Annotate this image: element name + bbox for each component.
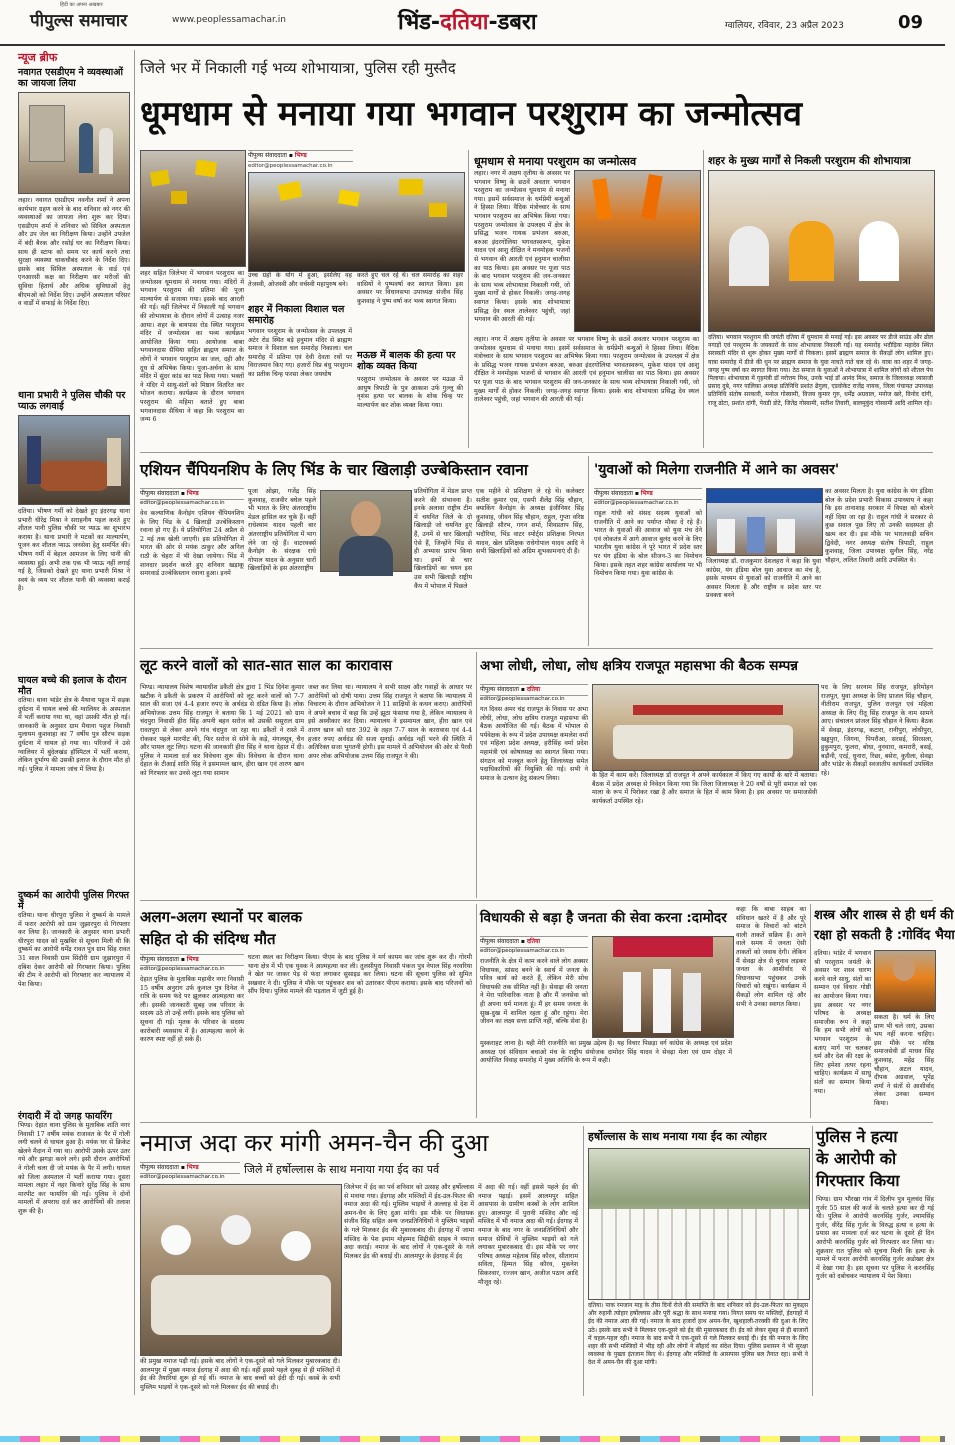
brief-headline-5: रंगदारी में दो जगह फायरिंग	[18, 1111, 112, 1122]
balak-text-col2: घटना स्थल का निरीक्षण किया। पीएम के बाद पुलिस ने मर्ग कायम कर जांच शुरू कर दी। गोरमी थाना क्षेत्र में भी एक युवक ने आत्महत्या कर ली। तुलसीपुरा निवासी पंकज पुत्र नेपाल सिंह नरवरिया ने खेत पर जाकर पेड़ से फंदा लगाकर सुसाइड कर लिया। घटना की सूचना पुलिस को सुमित सखवार ने दी। पुलिस ने मौके पर पहुंचकर शव को उतारकर पीएम कराया। इसके बाद परिजनों को सौंप दिया। पुलिस मामले की पड़ताल में जुटी हुई है।	[248, 954, 472, 996]
lead-text-col1: शहर सहित जिलेभर में भगवान परशुराम का जन्मोत्सव धूमधाम से मनाया गया। मंदिरों में भगवान परशुराम की प्रतिमा की पूजा माल्यार्पण से सजाया गया। इसके बाद आरती की गई। वहीं जिलेभर में निकाली गई भगवान की शोभायात्रा के दौरान लोगों में उत्साह नजर आया। शहर के बायपास रोड स्थित परशुराम मंदिर में जन्मोत्सव का भव्य कार्यक्रम आयोजित किया गया। आयोजक बाबा भगवानदास सैथिया सहित ब्राह्मण समाज के लोगों ने भगवान परशुराम का जल, दही और दूध से अभिषेक किया। पूजा-अर्चना के साथ मंदिर में सुंदर कांड का पाठ किया गया। भक्तों ने मंदिर में साधु-संतों को मिष्ठान वितरित कर भोजन कराया। कार्यक्रम के दौरान भगवान परशुराम की महिमा बताते हुए बाबा भगवानदास सैथिया ने कहा कि परशुराम का जन्म 6	[140, 270, 244, 424]
murder-headline-2: के आरोपी को	[816, 1149, 897, 1168]
damodar-photo	[592, 936, 734, 1038]
damodar-text-col3: कहा कि बाबा साहब का संविधान खतरे में है और पूरे समाज के विचारों को बांटने वाली ताकतें सक्रिय हैं। आने वाले समय में जनता ऐसी ताकतों को जवाब देगी। लेकिन मैं सेवढ़ा क्षेत्र से चुनाव लड़कर जनता के आशीर्वाद से विधानसभा पहुंचकर उनके विचारों को रखूंगा। कार्यक्रम में सैकड़ों लोग शामिल रहे और सभी ने उनका स्वागत किया।	[736, 906, 806, 1008]
balak-headline-2: सहित दो की संदिग्ध मौत	[140, 930, 276, 948]
lodhi-text-col3: पद के लिए सरनाम सिंह राजपूत, हरिमोहन राजपूत, युवा अध्यक्ष के लिए प्राजल सिंह चौहान, नीतीराम राजपूत, पुलिन राजपूत एवं महिला अध्यक्ष के लिए रीतू सिंह राजपूत के नाम सामने आए। संचालन प्रांजल सिंह चौहान ने किया। बैठक में सेवढ़ा, इंदरगढ़, कटारा, रानीपुरा, लोधीपुरा, खड्डपुरा, जिगना, पिपरौआ, सरसई, सिरसला, हुकुमपुरा, फुलरा, बोधा, नुनवारा, कमरारी, बसई, बड़ौनी, एरई, धुनारा, रिछा, बसेरा, कुधैला, सेवढ़ा और भांडेर के सैकड़ों स्वजातीय कार्यकर्ता उपस्थित रहे।	[821, 684, 933, 777]
eid-headline: हर्षोल्लास के साथ मनाया गया ईद का त्योहार	[588, 1130, 767, 1143]
column-rule-damodar	[810, 904, 811, 1118]
column-rule-asian	[588, 456, 589, 646]
namaz-photo-prayer	[140, 1184, 342, 1356]
masthead	[0, 0, 945, 46]
balak-email[interactable]: editor@peoplessamachar.co.in	[140, 966, 225, 972]
brief-text-2: दतिया। भीषण गर्मी को देखते हुए इंदरगढ़ थाना प्रभारी धीरेंद्र मिश्रा ने सराहनीय पहल करते हुए शीतल पानी पुलिस चौकी पर प्याऊ का शुभारंभ कराया है। थाना प्रभारी ने मटकों का माल्यार्पण, पूजन कर शीतल प्याऊ जनसेवा हेतु समर्पित की। भीषण गर्मी में बेहाल आमजन के लिए पानी की व्यवस्था हुई। अभी तक एक भी प्याऊ नहीं लगाई गई है, जिसको देखते हुए थाना प्रभारी मिश्रा ने स्वयं के व्यय पर शीतल पानी की व्यवस्था कराई है।	[18, 508, 130, 593]
namaz-text-col2: की प्रमुख नमाज पढ़ी गई। इसके बाद लोगों ने एक-दूसरे को गले मिलकर मुबारकबाद दी। आलमपुर में मुख्य नमाज ईदगाह में अदा की गई। वहीं इससे पहले सुबह से ही मस्जिदों में ईद की तैयारियां शुरू हो गई थीं। नमाज के बाद बच्चों को ईदी दी गई। कस्बे के सभी मुस्लिम भाइयों ने एक-दूसरे को गले मिलकर ईद की बधाई दी।	[140, 1358, 340, 1391]
brief-photo-2	[18, 415, 130, 505]
balak-headline-1: अलग-अलग स्थानों पर बालक	[140, 908, 303, 926]
column-rule-lead	[468, 150, 469, 448]
lodhi-byline: पीपुल्स संवाददाता ▪ दतिया	[480, 684, 588, 696]
column-rule-namaz	[583, 1126, 584, 1396]
lead-subhead-1: शहर में निकाला विशाल चल समारोह	[248, 304, 345, 326]
loot-text-col2: जब्त कर लिया था। न्यायालय ने सभी साक्ष्य और गवाहों के आधार पर आरोपियों को दोषी पाया। उत्तम सिंह राजपूत ने बताया कि न्यायालय में विचारण के दौरान अभियोजन ने 11 साक्षियों के कथन कराए। आरोपियों ने अपने बचाव में कहा कि उन्हें झूठा फंसाया गया है, लेकिन न्यायालय ने इसे अस्वीकार कर दिया। न्यायालय ने इसमामल खान, हीरा खान एवं तारण खान को धारा 392 के तहत 7-7 साल के कारावास एवं 4-4 हजार रुपए अर्थदंड की सजा सुनाई। अर्थदंड नहीं भरने की स्थिति में अतिरिक्त सजा भुगतनी होगी। इस मामले में अभियोजन की ओर से पैरवी अपर लोक अभियोजक उत्तम सिंह राजपूत ने की।	[308, 684, 472, 760]
website[interactable]: www.peoplessamachar.in	[172, 15, 286, 25]
youth-text-col3: का अवसर मिलता है। युवा कांग्रेस के यंग इंडिया बोल के प्रदेश प्रभारी विकास उपाध्याय ने कहा कि इस तानाशाह सरकार में विपक्ष को बोलने नहीं दिया जा रहा है। राहुल गांधी ने सरकार से कुछ सवाल पूछ लिए तो उनकी सदस्यता ही खत्म कर दी। इस मौके पर भारतवाड़ी सचिन द्विवेदी, नगर अध्यक्ष संतोष त्रिपाठी, राहुल कुशवाह, जिला उपाध्यक्ष सुनील सिंह, नरेंद्र चौहान, ललित तिवारी आदि उपस्थित थे।	[825, 488, 933, 564]
brief-headline-4: दुष्कर्म का आरोपी पुलिस गिरफ्त में	[18, 890, 130, 912]
balak-byline-city: भिण्ड	[186, 956, 199, 963]
lead-text-col2: उच्च ग्रहों के योग में हुआ, इसलिए वह तेजस्वी, ओजस्वी और वर्चस्वी महापुरुष बने।	[248, 272, 352, 288]
edition-part-2: दतिया	[440, 10, 489, 35]
asian-byline-name: पीपुल्स संवाददाता	[140, 490, 179, 497]
lead-photo-procession	[140, 150, 246, 267]
lead-photo-devotees	[574, 170, 701, 332]
asian-email[interactable]: editor@peoplessamachar.co.in	[140, 500, 225, 506]
namaz-byline: पीपुल्स संवाददाता ▪ भिण्ड	[140, 1162, 240, 1174]
damodar-byline-city: दतिया	[526, 938, 541, 945]
damodar-byline-name: पीपुल्स संवाददाता	[480, 938, 519, 945]
brief-headline-2: थाना प्रभारी ने पुलिस चौकी पर प्याऊ लगवाई	[18, 390, 126, 412]
dateline: ग्वालियर, रविवार, 23 अप्रैल 2023	[725, 21, 844, 31]
rule-after-loot	[140, 900, 933, 901]
asian-text-col2: पूजा ओझा, गजेंद्र सिंह कुशवाह, राजवीर बघेल पहले भी भारत के लिए अंतरराष्ट्रीय मेडल हासिल कर चुके हैं। वहीं राधेश्याम यादव पहली बार अंतरराष्ट्रीय प्रतियोगिता में भाग लेने जा रहे हैं। वाटरवर्क्स कैनोइंग के संरक्षक राधे गोपाल यादव के अनुसार चारों खिलाड़ियों के इस अंतरराष्ट्रीय	[248, 488, 316, 573]
youth-text-col2: जिलाध्यक्ष डॉ. राजकुमार देशलहरा ने कहा कि युवा कांग्रेस, यंग इंडिया बोल युवा आवाज का मंच है, इसके माध्यम से युवाओं को राजनीति में आने का अवसर मिलता है और राष्ट्रीय व प्रदेश स्तर पर प्रवक्ता बनने	[706, 558, 821, 600]
lead-byline: पीपुल्स संवाददाता ▪ भिण्ड	[248, 150, 353, 162]
right-caption-text: दतिया। भगवान परशुराम की जयंती दतिया में धूमधाम से मनाई गई। इस अवसर पर डीजे साउंड और ढोल नगाड़ों एवं परशुराम के जयकारों के साथ शोभायात्रा निकाली गई। यह समारोह भदौड़िया महादेव स्थित सरस्वती मंदिर से शुरू होकर मुख्य मार्गों से निकला। इसमें ब्राह्मण समाज के सैकड़ों लोग शामिल हुए। यात्रा समारोह में डीजे की धुन पर ब्राह्मण समाज के युवा नाचते गाते चल रहे थे। यात्रा का शहर में जगह-जगह पुष्प वर्षा कर स्वागत किया गया। ठेठ समाज के युवाओं ने शोभायात्रा में शामिल लोगों को शीतल पेय पिलाया। शोभायात्रा में गृहमंत्री डॉ नरोत्तम मिश्र, उनके भाई डॉ आनंद मिश्र, समाज के जिलाध्यक्ष व्यासजी प्रसाद दुबे, नगर पालिका अध्यक्ष प्रतिनिधि प्रशांत ढेंगुला, एडवोकेट राजेंद्र नायक, जिला पंचायत उपाध्यक्ष प्रतिनिधि संतोष सरकारी, मनोज गोस्वामी, विजय कुमार गुरु, धर्मेंद्र अग्रवाल, मनोज खरे, विनोद दांगी, राजू ढोटा, प्रशांत दांगी, पेवडी डोटे, जितेंद्र गोस्वामी, सतीश तिवारी, बालमुकुंद गोस्वामी आदि शामिल रहे।	[708, 334, 933, 407]
namaz-byline-city: भिण्ड	[186, 1164, 199, 1171]
rule-after-balak	[140, 1122, 933, 1123]
rule-after-lead	[140, 452, 933, 453]
brief-photo-1	[18, 92, 130, 194]
lead-photo-crowd	[248, 172, 465, 272]
namaz-text-col3: में अदा की गई। वहीं इससे पहले ईद की नमाज पढ़ाई। इसमें आलमपुर सहित आसपास के ग्रामीण कस्बों के लोग शामिल हुए। आलमपुर में पुरानी मस्जिद और नई मस्जिद में भी नमाज अदा की गई। ईदगाह में नमाज के बाद नगर के जनप्रतिनिधियों और समाज सेवियों ने मुस्लिम भाइयों को गले लगाकर मुबारकबाद दी। इस मौके पर नगर परिषद अध्यक्ष महेताब सिंह कौरव, सीताराम सविता, हिम्मत सिंह कौरव, मुकनेश सिकरवार, रज्जन खान, अजीज पठान आदि मौजूद रहे।	[478, 1184, 578, 1286]
color-registration-strip	[0, 1436, 945, 1442]
balak-byline-name: पीपुल्स संवाददाता	[140, 956, 179, 963]
youth-headline: 'युवाओं को मिलेगा राजनीति में आने का अवसर'	[594, 462, 840, 478]
lead-headline: धूमधाम से मनाया गया भगवान परशुराम का जन्मोत्सव	[140, 94, 803, 134]
youth-email[interactable]: editor@peoplessamachar.co.in	[594, 500, 679, 506]
eid-photo	[588, 1148, 810, 1300]
youth-photo	[706, 488, 823, 556]
murder-headline-1: पुलिस ने हत्या	[816, 1127, 898, 1146]
namaz-headline: नमाज अदा कर मांगी अमन-चैन की दुआ	[140, 1129, 489, 1157]
lead-email[interactable]: editor@peoplessamachar.co.in	[248, 163, 333, 169]
loot-text-col1: भिण्ड। न्यायालय विशेष न्यायाधीश डकैती क्षेत्र द्वारा 1 भिंड दिनेश कुमार खटीक ने डकैती के प्रकरण में आरोपियों को लूट करने वालों को 7-7 साल की सजा एवं 4-4 हजार रुपए के अर्थदंड से दंडित किया है। लोक अभियोजक उत्तम सिंह राजपूत ने बताया कि 1 मई 2021 को ग्राम चंदपुरा निवासी हीरा सिंह अपनी बहन सरोज को उसकी ससुराल ग्राम रावतपुरा से लेकर अपने गांव चंदपुरा जा रहा था। डकैतों ने रास्ते में रोककर पहले मारपीट की, फिर सरोज से सोने के कड़े, मंगलसूत्र, चैन और पायल लूट लिए। घटना की जानकारी हीरा सिंह ने थाना देहात में दी। पुलिस ने मामला दर्ज कर विवेचना शुरू की। विवेचना के दौरान थाना देहात के टीआई शांति सिंह ने इसमामल खान, हीरा खान एवं तारण खान को गिरफ्तार कर उनसे लूटा गया सामान	[140, 684, 304, 777]
column-rule-lead-right	[703, 150, 704, 448]
damodar-text-col2: मुस्कराहट लाना है। यही मेरी राजनीति का प्रमुख उद्देश्य है। यह विचार पिछड़ा वर्ग कांग्रेस के अध्यक्ष एवं प्रदेश अध्यक्ष एवं संविधान बचाओ मंच के राष्ट्रीय संयोजक दामोदर सिंह यादव ने सेवढ़ा मेला एवं ग्राम दोहर में आयोजित विवाह समारोह में मुख्य अतिथि के रूप में कही।	[480, 1040, 732, 1065]
damodar-email[interactable]: editor@peoplessamachar.co.in	[480, 948, 565, 954]
namaz-text-col1: जिलेभर में ईद का पर्व शनिवार को उत्साह और हर्षोल्लास से मनाया गया। ईदगाह और मस्जिदों में ईद-उल-फितर की नमाज अदा की गई। मुस्लिम भाइयों ने अल्लाह से देश में अमन-चैन के लिए दुआ मांगी। इस मौके पर विधायक संजीव सिंह सहित अन्य जनप्रतिनिधियों ने मुस्लिम भाइयों के गले मिलकर ईद की मुबारकबाद दी। ईदगाह में जामा मस्जिद के पेश इमाम मोहम्मद सिद्दीकी साहब ने नमाज अदा कराई। नमाज के बाद लोगों ने एक-दूसरे के गले मिलकर ईद की बधाई दी। आलमपुर के ईदगाह में ईद	[344, 1184, 474, 1260]
youth-text-col1: राहुल गांधी को संसद सदस्य युवाओं को राजनीति में आने का पर्याप्त मौका दे रहे हैं। भारत के युवाओं की आवाज को युवा मंच देने एवं लोकतंत्र में आगे आवाज बुलंद करने के लिए भारतीय युवा कांग्रेस ने पूरे भारत में प्रदेश स्तर पर यंग इंडिया के बोल सीजन-3 का विमोचन किया। इसके तहत शहर कांग्रेस कार्यालय पर भी विमोचन किया गया। युवा कांग्रेस के	[594, 510, 702, 578]
brief-text-4: दतिया। थाना धीरपुरा पुलिस ने दुष्कर्म के मामले में फरार आरोपी को ग्राम जुझारपुरा से गिरफ्तार कर लिया है। जानकारी के अनुसार थाना प्रभारी धीरपुरा यादव को मुखबिर से सूचना मिली थी कि दुष्कर्म का आरोपी धर्मेंद्र रावत पुत्र ग्राम सिंह रावत 31 साल निवासी ग्राम सिंदौरी ग्राम जुझारपुरा में दबिश देकर आरोपी को गिरफ्तार किया। पुलिस की टीम ने आरोपी को गिरफ्तार कर न्यायालय में पेश किया।	[18, 912, 130, 988]
dharma-headline-2: रक्षा हो सकती है :गोविंद भैया	[814, 928, 955, 943]
lodhi-photo	[592, 684, 819, 771]
right-photo-dignitaries	[708, 170, 935, 332]
asian-text-col4: एक महीने से प्रशिक्षण ले रहे थे। कलेक्टर सतीश कुमार एस, एसपी शैलेंद्र सिंह चौहान, क्याकिंग कैनोइंग के अध्यक्ष इंजीनियर सिंह कुशवाह, जीवन सिंह चौहान, राहुल, गुप्ता वरिष्ठ खिलाड़ी सौरभ, गगन शर्मा, शिवप्रताप सिंह, भदौरिया, भिंड वाटर स्पोर्ट्स प्रशिक्षक निरपत यादव, खेल प्रशिक्षक राधेगोपाल यादव आदि ने सभी खिलाड़ियों को अग्रिम शुभकामनाएं दी हैं।	[476, 488, 584, 556]
damodar-text-col1: राजनीति के क्षेत्र में काम करने वाले लोग अक्सर विधायक, सांसद बनने के स्वार्थ में जनता के पवित्र कार्य को करते हैं, लेकिन मेरी सोच विधायकी तक सीमित नहीं है। सेवाढ़ा की जनता ने मेरा पारिवारिक नाता है और मैं जनसेवा को ही अपना धर्म मानता हूं। मैं हर समय जनता के सुख-दुख में शामिल रहता हूं और रहूंगा। मेरा जीवन का लक्ष्य सत्ता प्राप्ति नहीं, बल्कि सेवा है।	[480, 958, 588, 1026]
lodhi-text-col2: के हित में काम करें। जिलाध्यक्ष डॉ राजपूत ने अपने कार्यकाल में किए गए कार्यों के बारे में बताया। बैठक में प्रदेश अध्यक्ष से निवेदन किया गया कि जिला जिलाध्यक्ष ने 20 वर्षों से पूरी समाज को एक माला के रूप में पिरोकर रखा है और समाज के हित में काम किया है। इस अवसर पर समाजसेवी कार्यकर्ता उपस्थित रहे।	[592, 772, 817, 805]
lead-subhead-2: मऊछ में बालक की हत्या पर शोक व्यक्त किया	[357, 350, 456, 372]
lead-text-col3b: परशुराम जन्मोत्सव के अवसर पर मऊछ में आयुष त्रिपाठी के पुत्र आकाश उर्फ गुल्लू की नृशंस हत्या पर बालक के शोक चिन्ह पर माल्यार्पण कर शोक व्यक्त किया गया।	[357, 376, 463, 409]
lodhi-byline-city: दतिया	[526, 686, 541, 693]
lodhi-email[interactable]: editor@peoplessamachar.co.in	[480, 696, 565, 702]
rule-after-asian	[140, 648, 933, 649]
tagline: हिंदी का अपना अखबार	[60, 2, 103, 8]
damodar-headline: विधायकी से बड़ा है जनता की सेवा करना :दामोदर	[480, 910, 727, 926]
namaz-byline-name: पीपुल्स संवाददाता	[140, 1164, 179, 1171]
lead-text-col2b: भगवान परशुराम के जन्मोत्सव के उपलक्ष्य में अटेर रोड स्थित बड़े हनुमान मंदिर से ब्राह्मण समाज ने विशाल चल समारोह निकाला। चल समारोह में प्रतिमा एवं देवी देवता रथों पर विराजमान किए गए। हजारों विप्र बंधु परशुराम का प्रतीक चिन्ह फरसा लेकर जयघोष	[248, 328, 352, 378]
asian-byline: पीपुल्स संवाददाता ▪ भिण्ड	[140, 488, 244, 500]
column-rule-loot	[476, 652, 477, 898]
youth-byline-city: भिण्ड	[640, 490, 653, 497]
balak-byline: पीपुल्स संवाददाता ▪ भिण्ड	[140, 954, 244, 966]
lead-kicker: जिले भर में निकाली गई भव्य शोभायात्रा, पुलिस रही मुस्तैद	[140, 59, 456, 77]
lead-text-col4: लहार। नगर में अक्षय तृतीया के अवसर पर भगवान विष्णु के छठवें अवतार भगवान परशुराम का जन्मोत्सव धूमधाम से मनाया गया। इसमें सर्वसमाज के धर्मप्रेमी बन्धुओं ने हिस्सा लिया। वैदिक मंत्रोच्चार के साथ भगवान परशुराम का अभिषेक किया गया। परशुराम जन्मोत्सव के उपलक्ष्य में क्षेत्र के प्रसिद्ध भजन गायक प्रभंजन बरुआ, बरुआ इंदरगोलिया भगवतस्वरूप, मुकेश यादव एवं आशु दीक्षित ने मनमोहक भजनों से भगवान की आरती एवं हनुमान चालीसा का पाठ किया। इस अवसर पर पूजा पाठ के बाद भगवान परशुराम की जन-जनकार के साथ भव्य शोभायात्रा निकाली गयी, जो मुख्य मार्गों से होकर निकली। जगह-जगह स्वागत किया। इसके बाद शोभायात्रा प्रसिद्ध देव स्थल तालेश्वर पहुंची, जहां भगवान की आरती की गई।	[474, 170, 570, 324]
namaz-email[interactable]: editor@peoplessamachar.co.in	[140, 1174, 225, 1180]
dharma-text-col1: दतिया। भांडेर में भगवान श्री परशुराम जयंती के अवसर पर शस्त्र धारण करने वाले साधु, संतों का सम्मान एवं विचार गोष्ठी का आयोजन किया गया। इस अवसर पर नगर परिषद के अध्यक्ष समाजीक रूप ने कहा कि हम सभी लोगों को भगवान परशुराम के बताए मार्ग पर चलकर धर्म और देश की रक्षा के लिए हमेशा तत्पर रहना चाहिए। कार्यक्रम में साधु संतों का सम्मान किया गया।	[814, 950, 871, 1095]
murder-text: भिण्ड। ग्राम भौरखा गांव में दिलीप पुत्र मूलचंद सिंह गुर्जर 55 साल की कर्ज के चलते हत्या कर दी गई थी। पुलिस ने आरोपी करनसिंह गुर्जर, श्यामसिंह गुर्जर, वीरेंद्र सिंह गुर्जर के विरुद्ध हत्या व हत्या के प्रयास का मामला दर्ज कर घटना के दूसरे ही दिन आरोपी करनसिंह गुर्जर को गिरफ्तार कर लिया था। शुक्रवार रात पुलिस को सूचना मिली कि हत्या के मामले में फरार आरोपी करनसिंह गुर्जर अडोखर क्षेत्र में देखा गया है। इस सूचना पर पुलिस ने करनसिंह गुर्जर को दबोचकर न्यायालय में पेश किया।	[816, 1196, 934, 1281]
murder-headline-3: गिरफ्तार किया	[816, 1171, 900, 1190]
lodhi-text-col1: गत दिवस अमर चंद्र राजपूत के निवास पर अभा लोधी, लोधा, लोध क्षत्रिय राजपूत महासभा की बैठक आयोजित की गई। बैठक में भोपाल से पर्यवेक्षक के रूप में प्रदेश उपाध्यक्ष कमलेश वर्मा एवं महिला प्रदेश अध्यक्ष, हरीसिंह वर्मा प्रदेश महामंत्री एवं कोषाध्यक्ष का स्वागत किया गया। संगठन को मजबूत करने हेतु जिलाध्यक्ष समेत पदाधिकारियों की नियुक्ति की गई। सभी ने समाज के उत्थान हेतु संकल्प लिया।	[480, 706, 588, 782]
right-caption-headline: शहर के मुख्य मार्गों से निकली परशुराम की शोभायात्रा	[708, 155, 911, 167]
brief-headline-3: घायल बच्चे की इलाज के दौरान मौत	[18, 675, 127, 697]
column-rule-eid	[812, 1126, 813, 1396]
asian-text-col3: प्रतियोगिता में मेडल प्राप्त करने की संभावना है। इनके अलावा राष्ट्रीय टीम में चयनित जिले के दो खिलाड़ी जो चयनित हुए हैं, उनमें से चार खिलाड़ी ऐसे हैं, जिन्होंने भिंड से ही अभ्यास प्रारंभ किया था। इनमें से चार खिलाड़ियों का चयन इस उस सभी खिलाड़ी राष्ट्रीय कैंप में भोपाल में पिछले	[414, 488, 472, 590]
dharma-headline-1: शस्त्र और शास्त्र से ही धर्म की	[814, 908, 954, 923]
edition-part-3: -डबरा	[488, 10, 537, 35]
loot-headline: लूट करने वालों को सात-सात साल का कारावास	[140, 658, 393, 674]
asian-text-col1: वेव कल्याणिक कैनोइंग एशियन चैंपियनशिप के लिए भिंड के 4 खिलाड़ी उज्बेकिस्तान रवाना हो गए हैं। ये प्रतियोगिता 24 अप्रैल से 2 मई तक खेली जाएगी। इस प्रतियोगिता में भारत की ओर से मयंक ठाकुर और अनिल राठौ के चेहरा में भी देखा जायेगा। भिंड में शानदार प्रदर्शन करते हुए शनिवार खड़ाकू समरवार्ड उज्बेकिस्तान रवाना हुआ। इनमें	[140, 510, 244, 578]
eid-caption: दतिया। पाक रमजान माह के तीस दिनों रोजे की समाप्ति के बाद शनिवार को ईद-उल-फितर का मुकद्दस और रुहानी त्योहार हर्षोल्लास और पूरी श्रद्धा के साथ मनाया गया। निगत समय पर मस्जिदों, ईदगाहों में ईद की नमाज अदा की गई। नमाज के बाद हजारों हाथ अमन-चैन, खुशहाली-तरक्की की दुआ के लिए उठे। इसके बाद सभी ने मिलकर एक-दूसरे को ईद की मुबारकबाद दी। ईद को लेकर सुबह से ही बाजारों में चहल-पहल रही। नमाज के बाद सभी ने एक-दूसरे से गले मिलकर बधाई दी। ईद की नमाज के लिए शहर की सभी मस्जिदों में भीड़ रही और लोगों ने सौहार्द का संदेश दिया। पुलिस प्रशासन ने भी सुरक्षा व्यवस्था के पुख्ता इंतजाम किए थे। ईदगाह और मस्जिदों के आसपास पुलिस बल तैनात रहा। सभी ने देश में अमन-चैन की दुआ मांगी।	[588, 1302, 808, 1367]
brief-text-3: दतिया। थाना भांडेर क्षेत्र के मैथाना पहुज में सड़क दुर्घटना में घायल बच्चे की ग्वालियर के अस्पताल में भर्ती कराया गया था, वहां उसकी मौत हो गई। जानकारी के अनुसार ग्राम मैथाना पहुज निवासी मुलायम कुशवाहा का 7 वर्षीय पुत्र सौरभ सड़क दुर्घटना में घायल हो गया था। परिजनों ने उसे ग्वालियर में बुंदेलखंड हॉस्पिटल में भर्ती कराया, लेकिन दुर्भाग्य की उसकी इलाज के दौरान मौत हो गई। पुलिस ने मामला जांच में लिया है।	[18, 697, 130, 773]
balak-text-col1: देहात पुलिस के मुताबिक महावीर नगर निवासी 15 वर्षीय अनुराग उर्फ कुनाल पुत्र दिनेश ने रात्रि के समय फंदे पर झूलकर आत्महत्या कर ली। इसकी जानकारी सुबह जब परिवार के सदस्य उठे तो उन्हें लगी। इसके बाद पुलिस को सूचना दी गई। मृतक के परिवार के सदस्य कारोबारी व्यवसाय में है। आत्महत्या करने के कारण स्पष्ट नहीं हो सके हैं।	[140, 976, 244, 1044]
youth-byline: पीपुल्स संवाददाता ▪ भिण्ड	[594, 488, 702, 500]
namaz-deck: जिले में हर्षोल्लास के साथ मनाया गया ईद का पर्व	[244, 1163, 440, 1176]
lead-text-col4-cont: लहार। नगर में अक्षय तृतीया के अवसर पर भगवान विष्णु के छठवें अवतार भगवान परशुराम का जन्मोत्सव धूमधाम से मनाया गया। इसमें सर्वसमाज के धर्मप्रेमी बन्धुओं ने हिस्सा लिया। वैदिक मंत्रोच्चार के साथ भगवान परशुराम का अभिषेक किया गया। परशुराम जन्मोत्सव के उपलक्ष्य में क्षेत्र के प्रसिद्ध भजन गायक प्रभंजन बरुआ, बरुआ इंदरगोलिया भगवतस्वरूप, मुकेश यादव एवं आशु दीक्षित ने मनमोहक भजनों से भगवान की आरती एवं हनुमान चालीसा का पाठ किया। इस अवसर पर पूजा पाठ के बाद भगवान परशुराम की जन-जनकार के साथ भव्य शोभायात्रा निकाली गयी, जो मुख्य मार्गों से होकर निकली। जगह-जगह स्वागत किया। इसके बाद शोभायात्रा प्रसिद्ध देव स्थल तालेश्वर पहुंची, जहां भगवान की आरती की गई।	[474, 336, 699, 404]
damodar-byline: पीपुल्स संवाददाता ▪ दतिया	[480, 936, 588, 948]
brief-headline-1: नवागत एसडीएम ने व्यवस्थाओं का जायजा लिया	[18, 67, 123, 89]
column-rule-balak	[476, 904, 477, 1118]
news-brief-column	[18, 50, 130, 1395]
news-brief-label: न्यूज ब्रीफ	[18, 51, 58, 64]
lead-text-col3: करते हुए चल रहे थे। चल समारोह का शहर वासियों ने पुष्पवर्षा कर स्वागत किया। इस अवसर पर विधानसभा उपाध्यक्ष संजीव सिंह कुशवाह ने पुष्प वर्षा कर भव्य स्वागत किया।	[357, 272, 463, 305]
lodhi-headline: अभा लोधी, लोधा, लोध क्षत्रिय राजपूत महासभा की बैठक सम्पन्न	[480, 658, 798, 674]
brief-text-5: भिण्ड। देहात थाना पुलिस के मुताबिक शांति नगर निवासी 17 वर्षीय मयंक राजावत के पैर में गोली लगी चलने से घायल हुआ है। मयंक घर से क्रिकेट खेलने मैदान में गया था। आरोपी उसके ऊपर उतर गये और झगड़ा करने लगे। इसी दौरान आरोपियों ने गोली चला दी जो मयंक के पैर में लगी। घायल को जिला अस्पताल में भर्ती कराया गया। दूसरा मामला लहार में नहर किनारे सुरेंद्र सिंह के साथ मारपीट कर फायरिंग की गई। पुलिस ने दोनों मामलों में अपराध दर्ज कर आरोपियों की तलाश शुरू की है।	[18, 1122, 130, 1215]
dharma-text-col2: सकता है। धर्म के लिए प्राण भी चले जाएं, उसका भय नहीं करना चाहिए। इस मौके पर वरिष्ठ समाजसेवी डॉ माधव सिंह कुशवाह, महेंद्र सिंह चौहान, अटल यादव, दीपक अग्रवाल, भूपेंद्र शर्मा ने संतों से आशीर्वाद लेकर उनका सम्मान किया।	[874, 1014, 934, 1107]
brief-text-1: लहार। नवागत एसडीएम नवनीत शर्मा ने अपना कार्यभार ग्रहण करने के बाद शनिवार को नगर की व्यवस्थाओं का जायजा लेना शुरू कर दिया। एसडीएम शर्मा ने शनिवार को सिविल अस्पताल और उप जेल का निरीक्षण किया। उन्होंने उपजेल में बंदी बैरक और रसोई घर का निरीक्षण किया। साथ ही स्टाफ को समय पर कार्य करने तथा सुरक्षा व्यवस्था चाकचौबंद करने के निर्देश दिए। इसके बाद सिविल अस्पताल के वार्ड एवं एनआरसी कक्ष का निरीक्षण कर मरीजों की सुविधा हितार्थ और अधिक सुविधाओं हेतु बीएमओ को निर्देश दिए। उन्होंने अस्पताल परिसर व वार्डों में सफाई के निर्देश दिए।	[18, 197, 130, 308]
asian-byline-city: भिण्ड	[186, 490, 199, 497]
column-rule-left	[134, 50, 135, 1395]
lead-second-headline: धूमधाम से मनाया परशुराम का जन्मोत्सव	[474, 155, 637, 168]
logo: पीपुल्स समाचार	[30, 11, 128, 31]
lodhi-byline-name: पीपुल्स संवाददाता	[480, 686, 519, 693]
dharma-photo	[874, 950, 936, 1012]
edition-title	[398, 6, 537, 36]
asian-headline: एशियन चैंपियनशिप के लिए भिंड के चार खिलाड़ी उज्बेकिस्तान रवाना	[140, 461, 528, 479]
edition-part-1: भिंड-	[398, 10, 441, 35]
youth-byline-name: पीपुल्स संवाददाता	[594, 490, 633, 497]
asian-photo-player	[320, 490, 412, 572]
lead-byline-city: भिण्ड	[294, 152, 307, 159]
lead-byline-name: पीपुल्स संवाददाता	[248, 152, 287, 159]
page-number: 09	[898, 12, 924, 33]
